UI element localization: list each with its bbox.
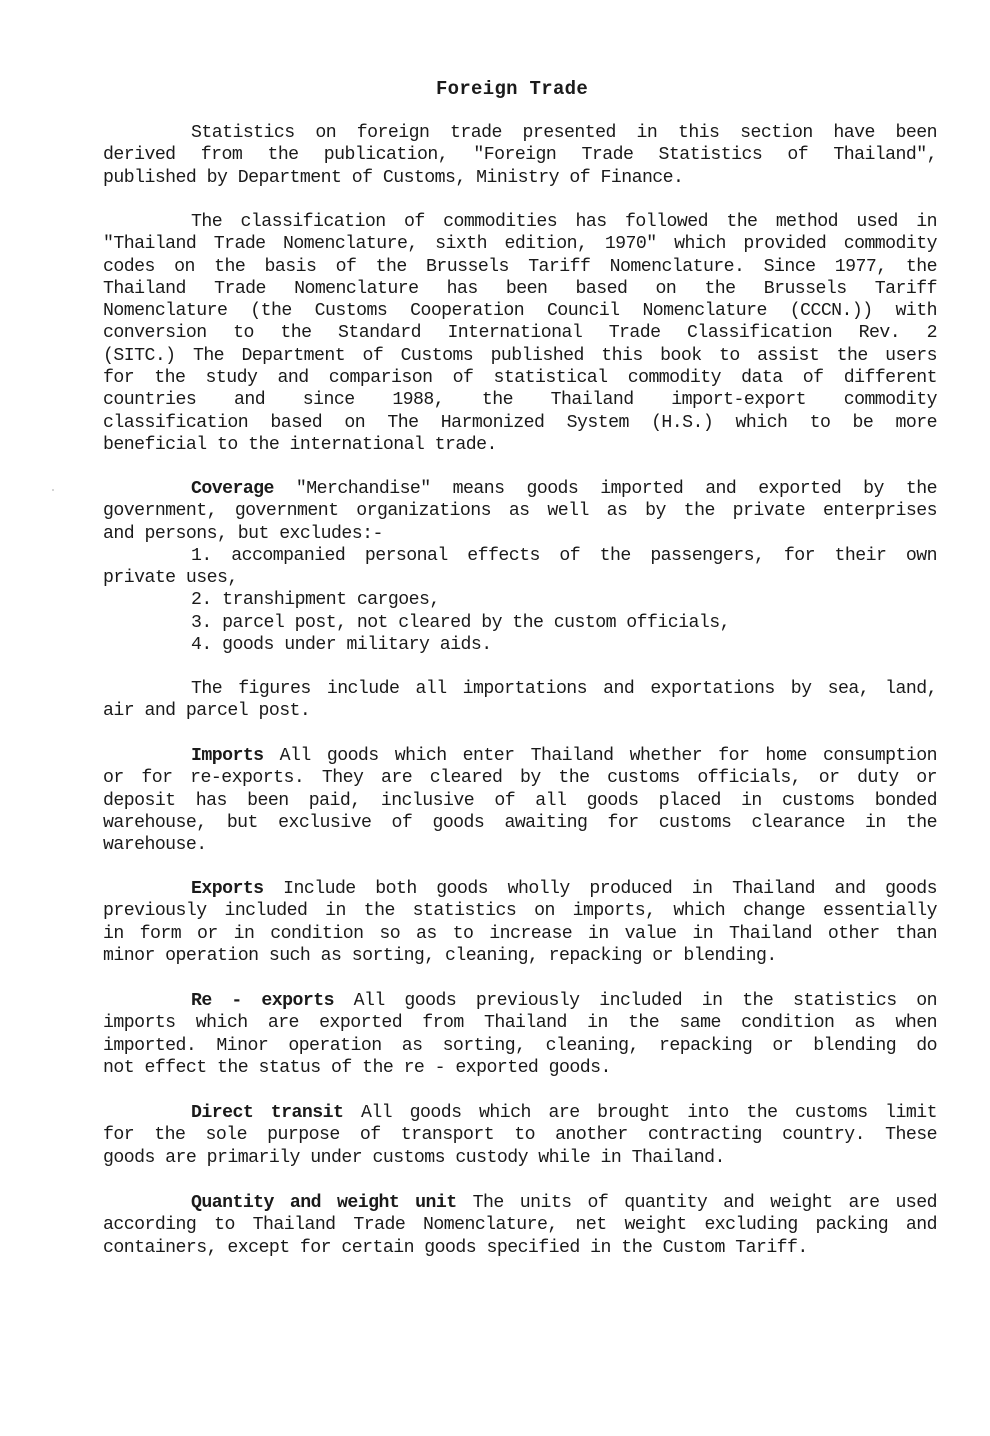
text-line	[103, 878, 937, 900]
paragraph-exports	[103, 878, 937, 967]
text-line: according to Thailand Trade Nomenclature, net weight excluding packing and	[103, 1215, 937, 1236]
text-span: "Merchandise" means goods imported and exported by the	[295, 479, 937, 499]
text-line: warehouse.	[103, 835, 207, 856]
text-span: Include both goods wholly produced in Thailand and goods	[283, 879, 937, 899]
text-line: "Thailand Trade Nomenclature, sixth edition, 1970" which provided commodity	[103, 234, 937, 255]
paragraph-re-exports	[103, 990, 937, 1079]
term-label: Exports	[191, 879, 264, 899]
term-label: Quantity and weight unit	[191, 1193, 457, 1213]
text-line: codes on the basis of the Brussels Tariff Nomenclature. Since 1977, the	[103, 256, 937, 277]
text-line: published by Department of Customs, Ministry of Finance.	[103, 167, 684, 188]
text-span: All goods previously included in the statistics on	[353, 991, 937, 1011]
text-line: in form or in condition so as to increase in value in Thailand other than	[103, 923, 937, 944]
term-label: Re - exports	[191, 991, 334, 1011]
paragraph-direct-transit	[103, 1102, 937, 1169]
text-line: government, government organizations as well as by the private enterprises	[103, 501, 937, 522]
exclusion-item: 1. accompanied personal effects of the passengers, for their own	[191, 545, 937, 566]
text-line: The classification of commodities has followed the method used in	[191, 212, 937, 232]
text-line: classification based on The Harmonized System (H.S.) which to be more	[103, 412, 937, 433]
text-line	[103, 745, 937, 767]
text-line: Nomenclature (the Customs Cooperation Council Nomenclature (CCCN.)) with	[103, 301, 937, 322]
text-line: imports which are exported from Thailand in the same condition as when	[103, 1013, 937, 1034]
term-label: Coverage	[191, 479, 274, 499]
text-line	[103, 990, 937, 1012]
text-line: imported. Minor operation as sorting, cleaning, repacking or blending do	[103, 1035, 937, 1056]
text-line: for the study and comparison of statistical commodity data of different	[103, 368, 937, 389]
paragraph-intro	[103, 122, 937, 189]
text-line: Statistics on foreign trade presented in this section have been	[191, 123, 937, 143]
text-line: or for re-exports. They are cleared by the customs officials, or duty or	[103, 768, 937, 789]
scan-speck	[52, 489, 54, 491]
paragraph-quantity-weight	[103, 1192, 937, 1259]
text-line: Thailand Trade Nomenclature has been based on the Brussels Tariff	[103, 278, 937, 299]
text-line: air and parcel post.	[103, 701, 311, 722]
text-line: deposit has been paid, inclusive of all goods placed in customs bonded	[103, 790, 937, 811]
exclusion-item: 3. parcel post, not cleared by the custom officials,	[191, 612, 730, 633]
text-line: countries and since 1988, the Thailand import-export commodity	[103, 390, 937, 411]
text-span: All goods which enter Thailand whether for home consumption	[279, 746, 937, 766]
paragraph-figures	[103, 678, 937, 723]
text-line: beneficial to the international trade.	[103, 434, 497, 455]
text-line: The figures include all importations and exportations by sea, land,	[191, 679, 937, 699]
text-line	[103, 1102, 937, 1124]
text-line: previously included in the statistics on imports, which change essentially	[103, 901, 937, 922]
paragraph-classification	[103, 211, 937, 456]
exclusion-item: 4. goods under military aids.	[191, 635, 492, 656]
text-line: derived from the publication, "Foreign Trade Statistics of Thailand",	[103, 145, 937, 166]
text-span: The units of quantity and weight are used	[472, 1193, 937, 1213]
text-line: and persons, but excludes:-	[103, 523, 383, 544]
text-line: containers, except for certain goods specified in the Custom Tariff.	[103, 1237, 808, 1258]
text-line: (SITC.) The Department of Customs published this book to assist the users	[103, 345, 937, 366]
exclusion-item-continuation: private uses,	[103, 568, 238, 589]
text-line: goods are primarily under customs custody while in Thailand.	[103, 1147, 725, 1168]
text-line	[103, 478, 937, 500]
text-line: warehouse, but exclusive of goods awaiting for customs clearance in the	[103, 812, 937, 833]
text-line: not effect the status of the re - exported goods.	[103, 1057, 611, 1078]
text-line: minor operation such as sorting, cleaning, repacking or blending.	[103, 945, 777, 966]
term-label: Imports	[191, 746, 264, 766]
paragraph-coverage	[103, 478, 937, 656]
term-label: Direct transit	[191, 1103, 344, 1123]
exclusion-item: 2. transhipment cargoes,	[191, 590, 440, 611]
text-line	[103, 1192, 937, 1214]
text-span: All goods which are brought into the customs limit	[360, 1103, 938, 1123]
text-line: for the sole purpose of transport to another contracting country. These	[103, 1125, 937, 1146]
paragraph-imports	[103, 745, 937, 856]
page-title: Foreign Trade	[435, 78, 589, 100]
text-line: conversion to the Standard International Trade Classification Rev. 2	[103, 323, 937, 344]
